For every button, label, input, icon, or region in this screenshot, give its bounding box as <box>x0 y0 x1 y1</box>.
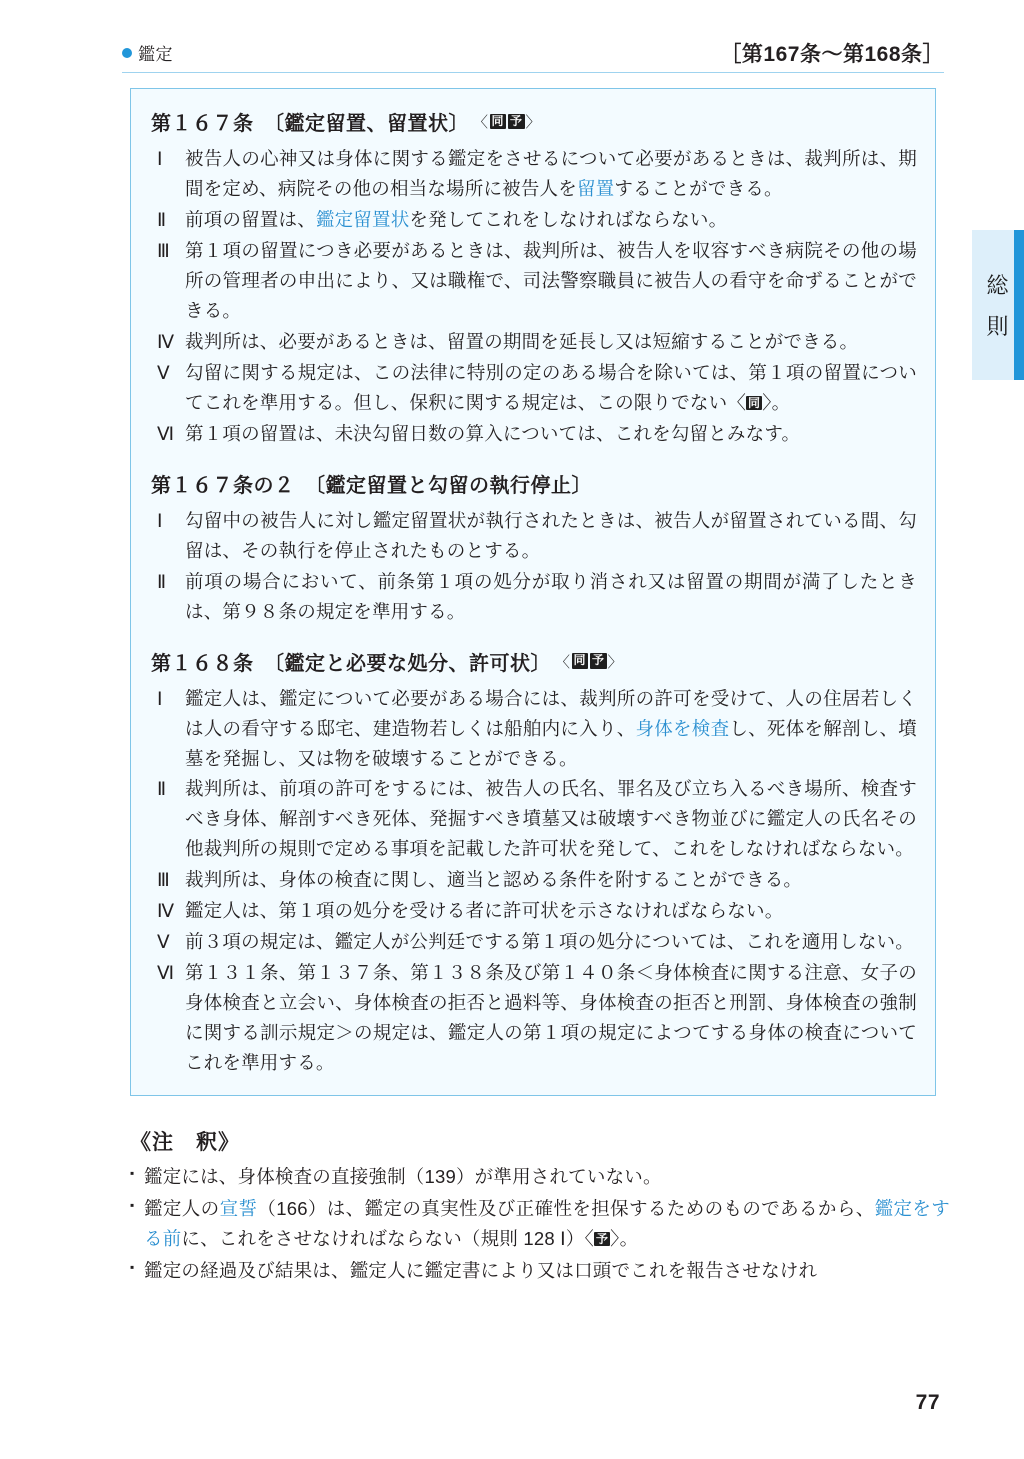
text-run: 裁判所は、身体の検査に関し、適当と認める条件を附することができる。 <box>185 869 803 891</box>
note-text <box>144 1256 950 1286</box>
clause-number: Ⅴ <box>157 931 170 953</box>
law-clause <box>151 236 917 326</box>
tag-close-bracket: 〉 <box>525 114 542 131</box>
note-item <box>130 1256 950 1286</box>
law-clause <box>151 684 917 774</box>
clause-number: Ⅱ <box>157 208 167 230</box>
text-run: 前３項の規定は、鑑定人が公判廷でする第１項の処分については、これを適用しない。 <box>185 931 914 953</box>
text-run: 裁判所は、必要があるときは、留置の期間を延長し又は短縮することができる。 <box>185 330 859 352</box>
clause-number: Ⅱ <box>157 570 167 592</box>
header-divider <box>122 72 944 73</box>
article-tag-group <box>555 651 623 672</box>
inline-tag-chip: 予 <box>595 1231 609 1246</box>
law-text-box <box>130 88 936 1096</box>
tag-open-bracket: 〈 <box>555 653 571 671</box>
inline-tag-chip: 同 <box>748 395 761 410</box>
text-run: 鑑定には、身体検査の直接強制（139）が準用されていない。 <box>144 1166 662 1187</box>
page-header <box>122 38 944 68</box>
article-heading-text: 第１６８条 〔鑑定と必要な処分、許可状〕 <box>151 652 551 675</box>
text-run: 鑑定人は、鑑定について必要がある場合には、裁判所の許可を受けて、人の住居若しくは人の看守する邸宅、建造物若しくは船舶内に入り、 <box>185 687 917 739</box>
notes-list <box>130 1162 950 1286</box>
clause-text <box>185 205 917 235</box>
clause-number: Ⅰ <box>157 687 163 709</box>
note-bullet-icon: ▪ <box>130 1197 135 1212</box>
text-run: 鑑定の経過及び結果は、鑑定人に鑑定書により又は口頭でこれを報告させなけれ <box>144 1259 818 1281</box>
clause-text <box>185 358 917 418</box>
note-text <box>144 1162 950 1192</box>
text-run: 勾留中の被告人に対し鑑定留置状が執行されたときは、被告人が留置されている間、勾留は、その執行を停止されたものとする。 <box>185 509 917 561</box>
law-clause <box>151 774 917 864</box>
text-run: 〈 <box>727 391 747 413</box>
notes-section <box>130 1126 950 1288</box>
clause-number: Ⅰ <box>157 148 163 169</box>
clause-number: Ⅴ <box>157 361 170 383</box>
text-run: し、死体を解剖し、墳墓を発掘し、又は物を破壊することができる。 <box>185 717 917 769</box>
clause-text <box>185 567 917 627</box>
header-article-range: ［第167条〜第168条］ <box>720 43 944 66</box>
clause-number: Ⅵ <box>157 962 175 984</box>
cross-reference-link[interactable]: 鑑定留置状 <box>315 208 410 230</box>
note-item <box>130 1162 950 1192</box>
clause-text <box>185 144 917 204</box>
clause-text <box>185 927 917 957</box>
clause-text <box>185 327 917 357</box>
side-tab-edge <box>1014 230 1024 380</box>
text-run: 前項の留置は、 <box>185 208 316 230</box>
text-run: 。 <box>619 1227 639 1249</box>
article-heading <box>151 647 917 676</box>
text-run: 被告人の心神又は身体に関する鑑定をさせるについて必要があるときは、裁判所は、期間を定め、病院その他の相当な場所に被告人を <box>185 148 917 199</box>
clause-text <box>185 419 917 449</box>
text-run: 鑑定人は、第１項の処分を受ける者に許可状を示さなければならない。 <box>185 900 784 922</box>
text-run: 第１３１条、第１３７条、第１３８条及び第１４０条＜身体検査に関する注意、女子の身体検査と立会い、身体検査の拒否と過料等、身体検査の拒否と刑罰、身体検査の強制に関する訓示規定＞の規定は、鑑定人の第１項の規定によつてする身体の検査についてこれを準用する。 <box>185 962 917 1074</box>
tag-close-bracket: 〉 <box>607 653 624 671</box>
law-clause <box>151 958 917 1078</box>
tag-open-bracket: 〈 <box>473 114 489 131</box>
note-text <box>144 1194 950 1254</box>
text-run: 〈 <box>584 1227 594 1249</box>
clause-number: Ⅳ <box>157 330 175 352</box>
article-heading-text: 第１６７条 〔鑑定留置、留置状〕 <box>151 113 469 135</box>
text-run: （166）は、鑑定の真実性及び正確性を担保するためのものであるから、 <box>257 1197 875 1219</box>
clause-number: Ⅵ <box>157 422 175 444</box>
law-clause <box>151 927 917 957</box>
clause-text <box>185 958 917 1078</box>
article-tag-chip: 同 <box>491 113 505 128</box>
text-run: を発してこれをしなければならない。 <box>409 208 728 230</box>
text-run: 勾留に関する規定は、この法律に特別の定のある場合を除いては、第１項の留置についてこれを準用する。但し、保釈に関する規定は、この限りでない <box>185 361 917 413</box>
law-clause <box>151 358 917 418</box>
note-bullet-icon: ▪ <box>130 1259 135 1274</box>
article-tag-chip: 予 <box>592 653 605 668</box>
text-run: 〉 <box>610 1227 620 1249</box>
clause-text <box>185 684 917 774</box>
article-heading <box>151 469 917 498</box>
cross-reference-link[interactable]: 留置 <box>576 177 615 199</box>
law-clause <box>151 205 917 235</box>
clause-number: Ⅰ <box>157 509 163 531</box>
cross-reference-link[interactable]: 身体を検査 <box>635 717 730 739</box>
bullet-dot-icon <box>122 48 132 58</box>
text-run: 裁判所は、前項の許可をするには、被告人の氏名、罪名及び立ち入るべき場所、検査すべき身体、解剖すべき死体、発掘すべき墳墓又は破壊すべき物並びに鑑定人の氏名その他裁判所の規則で定める事項を記載した許可状を発して、これをしなければならない。 <box>185 778 917 860</box>
cross-reference-link[interactable]: 鑑定をする前 <box>144 1197 950 1249</box>
text-run: 。 <box>771 391 791 413</box>
clause-number: Ⅲ <box>157 869 170 891</box>
law-clause <box>151 896 917 926</box>
text-run: 前項の場合において、前条第１項の処分が取り消され又は留置の期間が満了したときは、第９８条の規定を準用する。 <box>185 570 917 622</box>
law-clause <box>151 567 917 627</box>
side-tab-line-1: 総 <box>986 273 1010 298</box>
text-run: 第１項の留置につき必要があるときは、裁判所は、被告人を収容すべき病院その他の場所の管理者の申出により、又は職権で、司法警察職員に被告人の看守を命ずることができる。 <box>185 239 917 321</box>
note-bullet-icon: ▪ <box>130 1166 135 1180</box>
clause-number: Ⅱ <box>157 778 167 800</box>
clause-text <box>185 506 917 566</box>
page-number: 77 <box>915 1391 940 1414</box>
header-section-label <box>122 40 173 65</box>
article-heading-text: 第１６７条の２ 〔鑑定留置と勾留の執行停止〕 <box>151 474 592 497</box>
law-clause <box>151 506 917 566</box>
text-run: に、これをさせなければならない（規則 128 Ⅰ） <box>181 1227 585 1249</box>
law-clause <box>151 144 917 204</box>
law-clause <box>151 865 917 895</box>
clause-number: Ⅲ <box>157 239 170 261</box>
notes-title: 《注 釈》 <box>130 1131 240 1154</box>
header-left-text: 鑑定 <box>138 45 173 64</box>
law-clause <box>151 419 917 449</box>
clause-text <box>185 774 917 864</box>
article-tag-group <box>473 111 541 132</box>
article-heading <box>151 107 917 136</box>
article-tag-chip: 同 <box>573 653 587 668</box>
side-tab-line-2: 則 <box>986 314 1010 339</box>
clause-text <box>185 236 917 326</box>
text-run: 鑑定人の <box>144 1197 220 1219</box>
law-clause <box>151 327 917 357</box>
article-tag-chip: 予 <box>510 113 523 128</box>
clause-text <box>185 865 917 895</box>
text-run: 第１項の留置は、未決勾留日数の算入については、これを勾留とみなす。 <box>185 422 801 444</box>
clause-number: Ⅳ <box>157 900 175 922</box>
cross-reference-link[interactable]: 宣誓 <box>219 1197 258 1219</box>
text-run: 〉 <box>762 391 772 413</box>
clause-text <box>185 896 917 926</box>
text-run: することができる。 <box>614 177 783 199</box>
note-item <box>130 1194 950 1254</box>
